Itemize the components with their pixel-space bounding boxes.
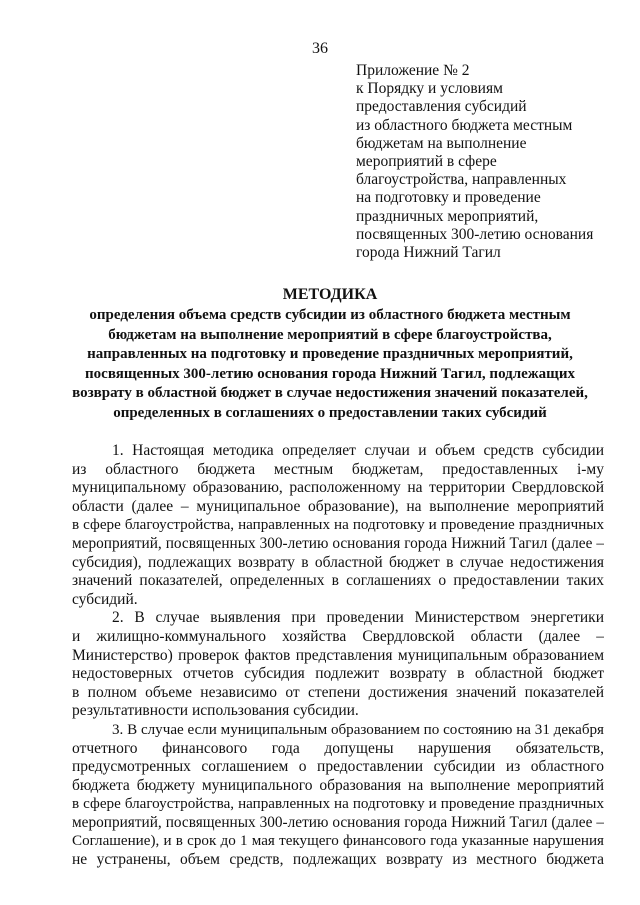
paragraph-line: недостоверных отчетов субсидия подлежит возврату в областной бюджет <box>72 665 604 683</box>
paragraph-line: предусмотренных соглашением о предоставлении субсидии из областного <box>72 758 604 776</box>
paragraph-line: Соглашение), и в срок до 1 мая текущего финансового года указанные нарушения <box>72 833 604 850</box>
subtitle-line: бюджетам на выполнение мероприятий в сфере благоустройства, <box>108 326 552 343</box>
paragraph-line: субсидий. <box>72 590 138 608</box>
subtitle-line: определенных в соглашениях о предоставлении таких субсидий <box>113 404 547 421</box>
subtitle-line: направленных на подготовку и проведение праздничных мероприятий, <box>87 346 573 363</box>
paragraph-line: бюджета бюджету муниципального образования на выполнение мероприятий <box>72 776 604 794</box>
appendix-line: Приложение № 2 <box>356 62 470 79</box>
subtitle-line: возврату в областной бюджет в случае недостижения значений показателей, <box>72 385 588 402</box>
paragraph-line: 3. В случае если муниципальным образованием по состоянию на 31 декабря <box>112 721 604 738</box>
paragraph-line: 2. В случае выявления при проведении Министерством энергетики <box>112 609 604 627</box>
appendix-line: к Порядку и условиям <box>356 80 503 98</box>
appendix-line: благоустройства, направленных <box>356 171 567 189</box>
document-body <box>72 442 604 870</box>
appendix-line: на подготовку и проведение <box>356 189 541 207</box>
appendix-line: мероприятий в сфере <box>356 153 497 171</box>
appendix-line: бюджетам на выполнение <box>356 134 527 152</box>
appendix-line: города Нижний Тагил <box>356 244 501 262</box>
paragraph-3 <box>72 721 604 870</box>
appendix-line: посвященных 300-летию основания <box>356 225 594 243</box>
paragraph-line: результативности использования субсидии. <box>72 702 359 720</box>
appendix-line: праздничных мероприятий, <box>356 207 539 225</box>
paragraph-line: в сфере благоустройства, направленных на подготовку и проведение праздничных <box>72 796 604 813</box>
title-heading: МЕТОДИКА <box>282 286 378 303</box>
subtitle-line: определения объема средств субсидии из областного бюджета местным <box>89 307 571 323</box>
subtitle-line: посвященных 300-летию основания города Нижний Тагил, подлежащих <box>85 365 575 382</box>
paragraph-line: мероприятий, посвященных 300-летию основания города Нижний Тагил (далее – <box>72 534 604 552</box>
paragraph-line: из областного бюджета местным бюджетам, предоставленных i-му <box>72 460 604 478</box>
appendix-line: из областного бюджета местным <box>356 116 573 134</box>
page-number: 36 <box>312 40 328 57</box>
paragraph-line: значений показателей, определенных в соглашениях о предоставлении таких <box>72 572 604 590</box>
paragraph-2 <box>72 609 604 721</box>
paragraph-line: субсидия), подлежащих возврату в областной бюджет в случае недостижения <box>72 553 604 571</box>
paragraph-line: не устранены, объем средств, подлежащих возврату из местного бюджета <box>72 851 604 869</box>
paragraph-1 <box>72 442 604 609</box>
paragraph-line: отчетного финансового года допущены нарушения обязательств, <box>72 739 604 757</box>
paragraph-line: Министерство) проверок фактов представления муниципальным образованием <box>72 646 604 664</box>
paragraph-line: в полном объеме независимо от степени достижения значений показателей <box>72 683 604 701</box>
paragraph-line: 1. Настоящая методика определяет случаи и объем средств субсидии <box>112 442 604 459</box>
paragraph-line: и жилищно-коммунального хозяйства Свердловской области (далее – <box>72 627 604 645</box>
paragraph-line: мероприятий, посвященных 300-летию основания города Нижний Тагил (далее – <box>72 813 604 831</box>
paragraph-line: в сфере благоустройства, направленных на подготовку и проведение праздничных <box>72 517 604 534</box>
paragraph-line: муниципальному образованию, расположенному на территории Свердловской <box>72 479 604 497</box>
appendix-reference <box>356 62 606 262</box>
paragraph-line: области (далее – муниципальное образование), на выполнение мероприятий <box>72 497 604 515</box>
appendix-line: предоставления субсидий <box>356 98 527 116</box>
document-title <box>60 284 600 424</box>
title-subtitle <box>60 306 600 424</box>
